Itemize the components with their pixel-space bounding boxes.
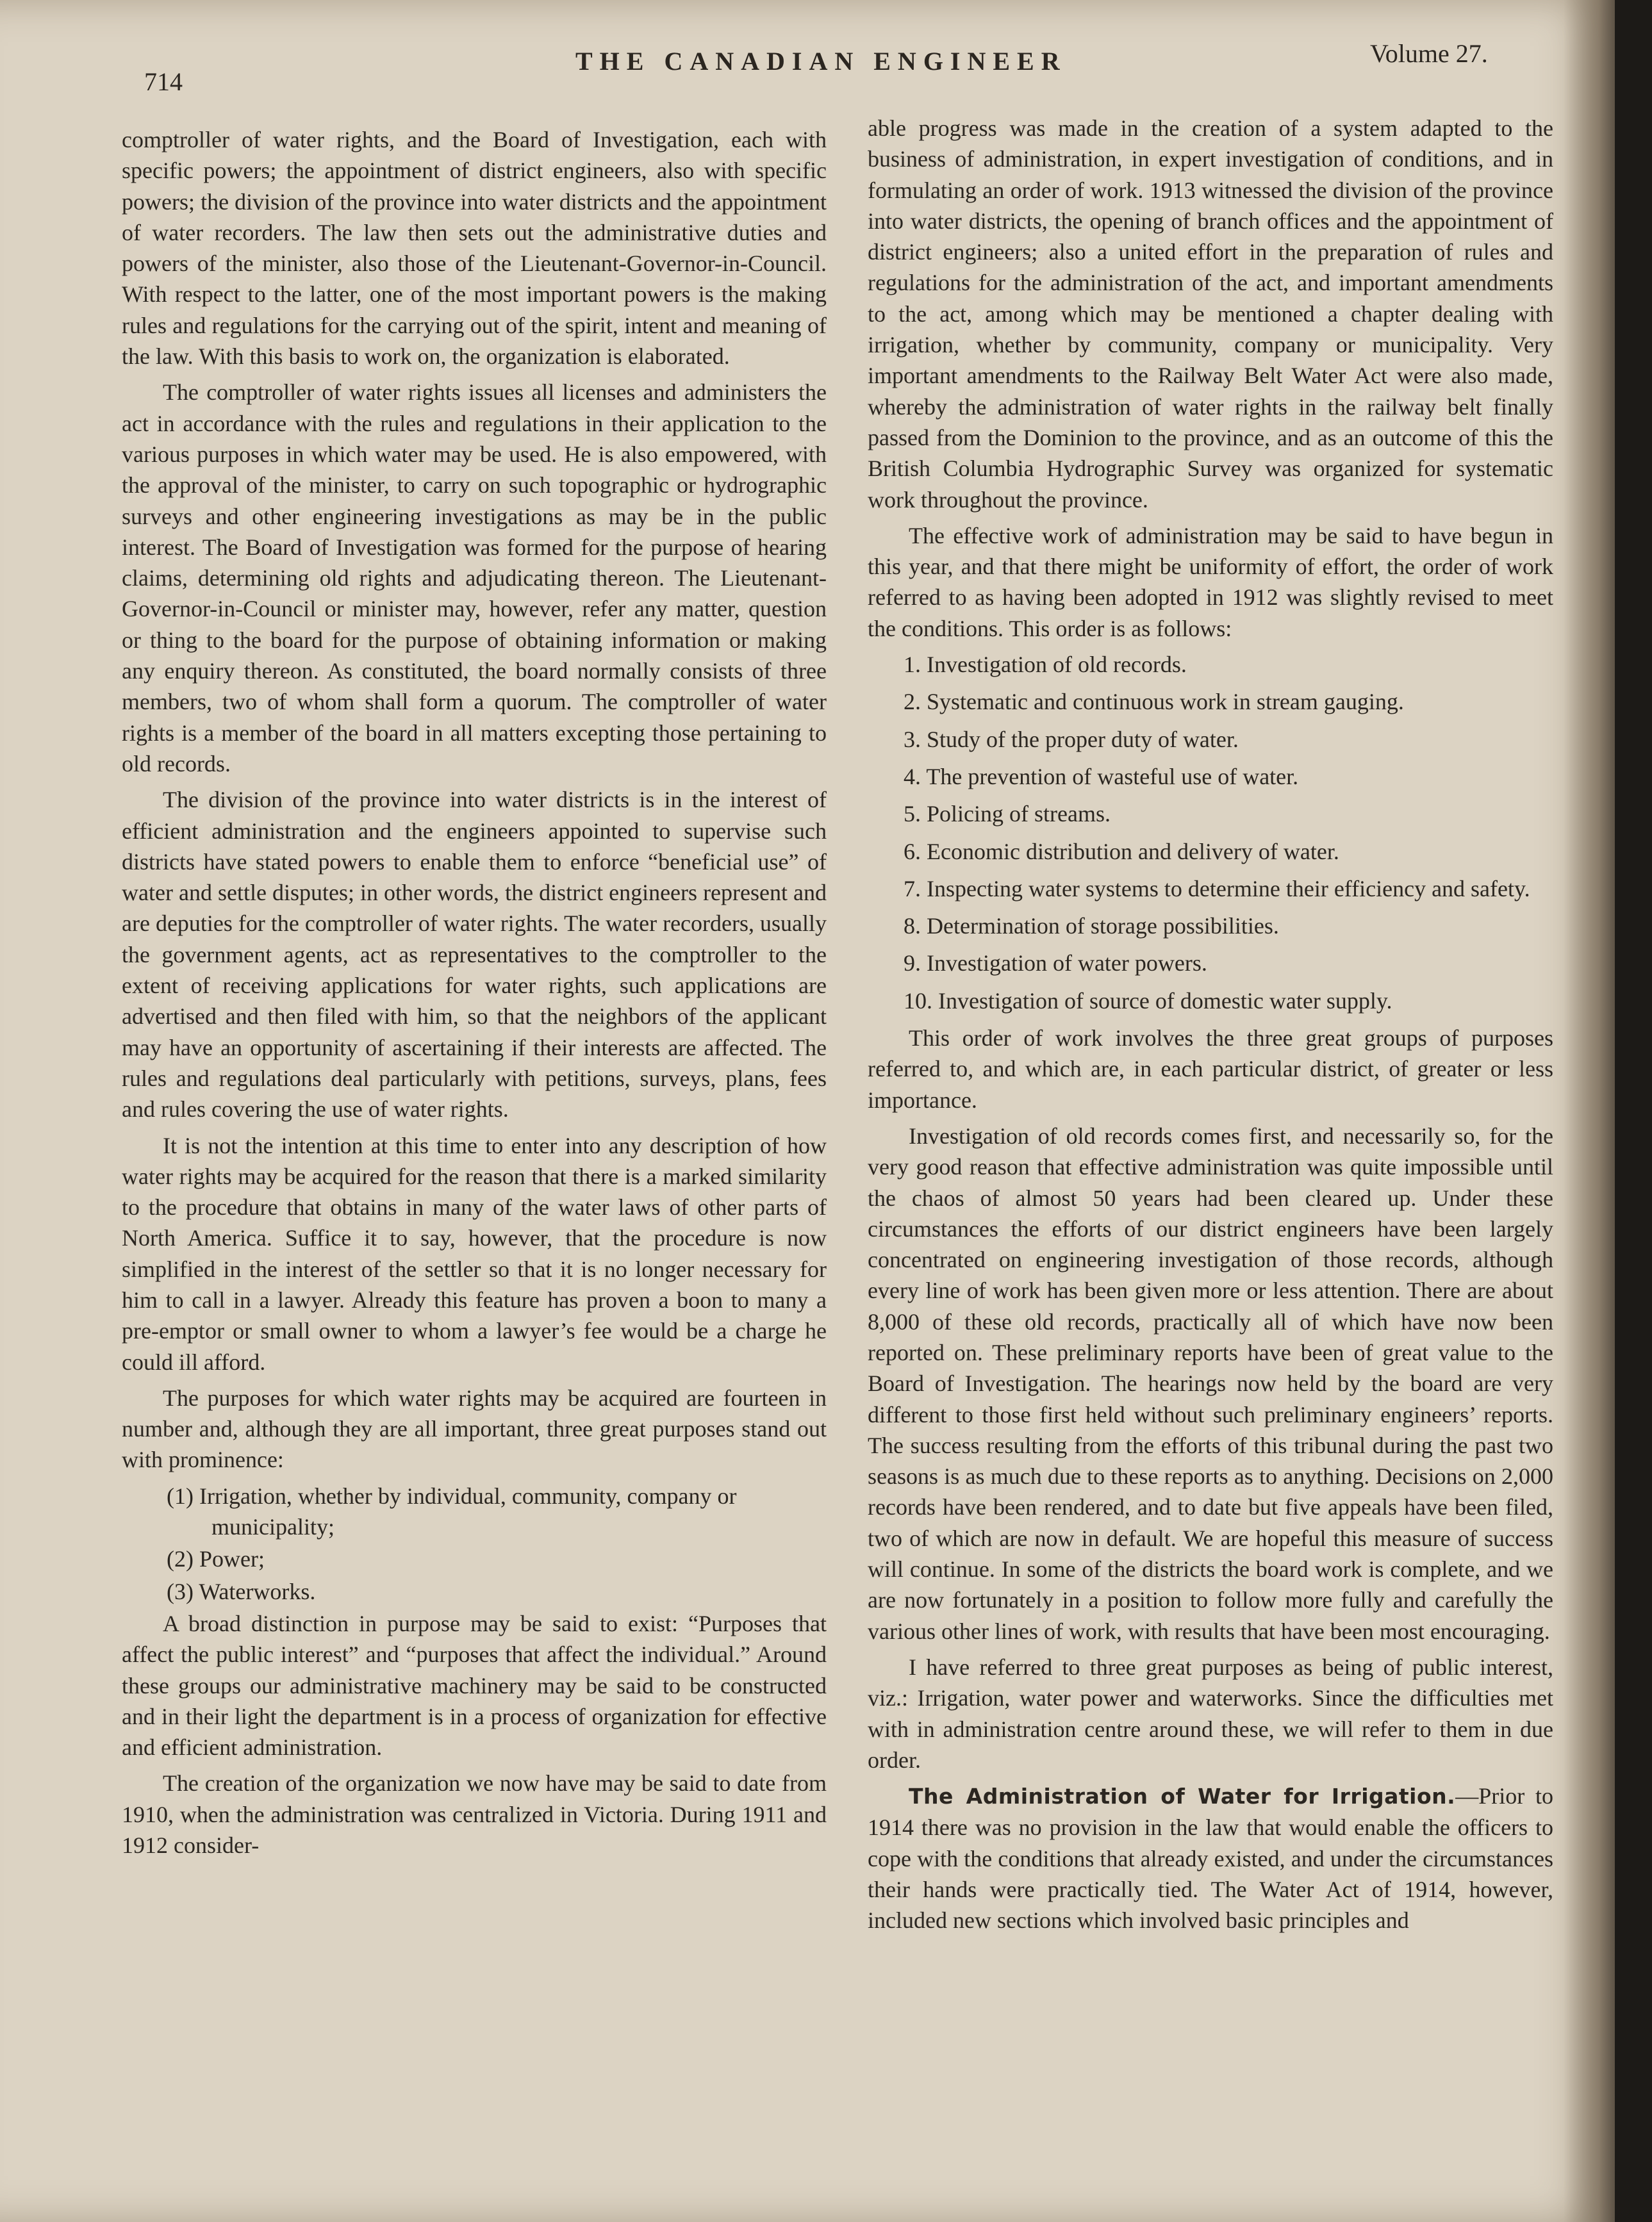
paragraph: Investigation of old records comes first, and necessarily so, for the very good reason that effective administration was quite impossible until the chaos of almost 50 years had been cleared up. Under these circumstances the efforts of our district engineers have been largely concentrated on engineering investigation of those records, although every line of work has been given more or less attention. There are about 8,000 of these old records, practically all of which have now been reported on. These preliminary reports have been of great value to the Board of Investigation. The hearings now held by the board are very different to those first held without such preliminary engineers’ reports. The success resulting from the efforts of this tribunal during the past two seasons is as much due to these reports as to anything. Decisions on 2,000 records have been rendered, and to date but five appeals have been filed, two of which are now in default. We are hopeful this measure of success will continue. In some of the districts the board work is complete, and we are now fortunately in a position to follow more fully and carefully the various other lines of work, with results that have been most encouraging. — [868, 1123, 1553, 1644]
right-column — [868, 113, 1553, 1941]
paragraph-text: —Prior to 1914 there was no provision in the law that would enable the officers to cope with the conditions that already existed, and under the circumstances their hands were practically tied. The Water Act of 1914, however, included new sections which involved basic principles and — [868, 1783, 1553, 1934]
paragraph: comptroller of water rights, and the Board of Investigation, each with specific powers; the appointment of district engineers, also with specific powers; the division of the province into water districts and the appointment of water recorders. The law then sets out the administrative duties and powers of the minister, also those of the Lieutenant-Governor-in-Council. With respect to the latter, one of the most important powers is the making rules and regulations for the carrying out of the spirit, intent and meaning of the law. With this basis to work on, the organization is elaborated. — [122, 127, 827, 370]
order-list-item: 5. Policing of streams. — [904, 801, 1111, 827]
left-column — [122, 124, 827, 1866]
paragraph: I have referred to three great purposes as being of public interest, viz.: Irrigation, water power and waterworks. Since the difficulties met with in administration centre around these, we will refer to them in due order. — [868, 1654, 1553, 1773]
section-heading: The Administration of Water for Irrigation. — [909, 1784, 1456, 1809]
paragraph: The division of the province into water districts is in the interest of efficient administration and the engineers appointed to supervise such districts have stated powers to enable them to enforce “beneficial use” of water and settle disputes; in other words, the district engineers represent and are deputies for the comptroller of water rights. The water recorders, usually the government agents, act as representatives to the comptroller to the extent of receiving applications for water rights, such applications are advertised and then filed with him, so that the neighbors of the applicant may have an opportunity of ascertaining if their interests are affected. The rules and regulations deal particularly with petitions, surveys, plans, fees and rules covering the use of water rights. — [122, 787, 827, 1123]
running-title: THE CANADIAN ENGINEER — [575, 47, 1067, 76]
purpose-list-item: (3) Waterworks. — [167, 1578, 316, 1604]
order-list-item: 3. Study of the proper duty of water. — [904, 726, 1239, 752]
paragraph: The comptroller of water rights issues all licenses and administers the act in accordance with the rules and regulations in their application to the various purposes in which water may be used. He is also empowered, with the approval of the minister, to carry on such topographic or hydrographic surveys and other engineering investigations as may be in the public interest. The Board of Investigation was formed for the purpose of hearing claims, determining old rights and adjudicating thereon. The Lieutenant-Governor-in-Council or minister may, however, refer any matter, question or thing to the board for the purpose of obtaining information or making any enquiry thereon. As constituted, the board normally consists of three members, two of whom shall form a quorum. The comptroller of water rights is a member of the board in all matters excepting those pertaining to old records. — [122, 379, 827, 777]
volume-label: Volume 27. — [1370, 39, 1488, 68]
order-list-item: 6. Economic distribution and delivery of water. — [904, 838, 1339, 864]
paragraph: The purposes for which water rights may be acquired are fourteen in number and, although they are all important, three great purposes stand out with prominence: — [122, 1385, 827, 1473]
order-list-item: 1. Investigation of old records. — [904, 652, 1187, 678]
order-list-item: 9. Investigation of water powers. — [904, 950, 1207, 976]
paragraph: The effective work of administration may be said to have begun in this year, and that there might be uniformity of effort, the order of work referred to as having been adopted in 1912 was slightly revised to meet the conditions. This order is as follows: — [868, 522, 1553, 641]
order-list-item: 10. Investigation of source of domestic water supply. — [904, 987, 1392, 1014]
section-paragraph — [868, 1781, 1553, 1936]
paragraph: It is not the intention at this time to enter into any description of how water rights may be acquired for the reason that there is a marked similarity to the procedure that obtains in many of the water laws of other parts of North America. Suffice it to say, however, that the procedure is now simplified in the interest of the settler so that it is no longer necessary for him to call in a lawyer. Already this feature has proven a boon to many a pre-emptor or small owner to whom a lawyer’s fee would be a charge he could ill afford. — [122, 1132, 827, 1375]
paragraph: A broad distinction in purpose may be said to exist: “Purposes that affect the public interest” and “purposes that affect the individual.” Around these groups our administrative machinery may be said to be constructed and in their light the department is in a process of organization for effective and efficient administration. — [122, 1610, 827, 1761]
paragraph: able progress was made in the creation of a system adapted to the business of administration, in expert investigation of conditions, and in formulating an order of work. 1913 witnessed the division of the province into water districts, the opening of branch offices and the appointment of district engineers; also a united effort in the preparation of rules and regulations for the administration of the act, and important amendments to the act, among which may be mentioned a chapter dealing with irrigation, whether by community, company or municipality. Very important amendments to the Railway Belt Water Act were also made, whereby the administration of water rights in the railway belt finally passed from the Dominion to the province, and as an outcome of this the British Columbia Hydrographic Survey was organized for systematic work throughout the province. — [868, 115, 1553, 513]
order-list-item: 4. The prevention of wasteful use of water. — [904, 763, 1299, 789]
page-number: 714 — [144, 67, 183, 96]
order-list-item: 7. Inspecting water systems to determine their efficiency and safety. — [904, 875, 1530, 901]
order-list-item: 2. Systematic and continuous work in stream gauging. — [904, 689, 1404, 715]
book-gutter-shadow — [1564, 0, 1615, 2222]
paragraph: This order of work involves the three great groups of purposes referred to, and which are, in each particular district, of greater or less importance. — [868, 1025, 1553, 1113]
purpose-list-item: (2) Power; — [167, 1546, 265, 1572]
paragraph: The creation of the organization we now have may be said to date from 1910, when the administration was centralized in Victoria. During 1911 and 1912 consider- — [122, 1770, 827, 1859]
order-list-item: 8. Determination of storage possibilities. — [904, 913, 1279, 939]
purpose-list-item: (1) Irrigation, whether by individual, community, company or municipality; — [167, 1483, 737, 1540]
